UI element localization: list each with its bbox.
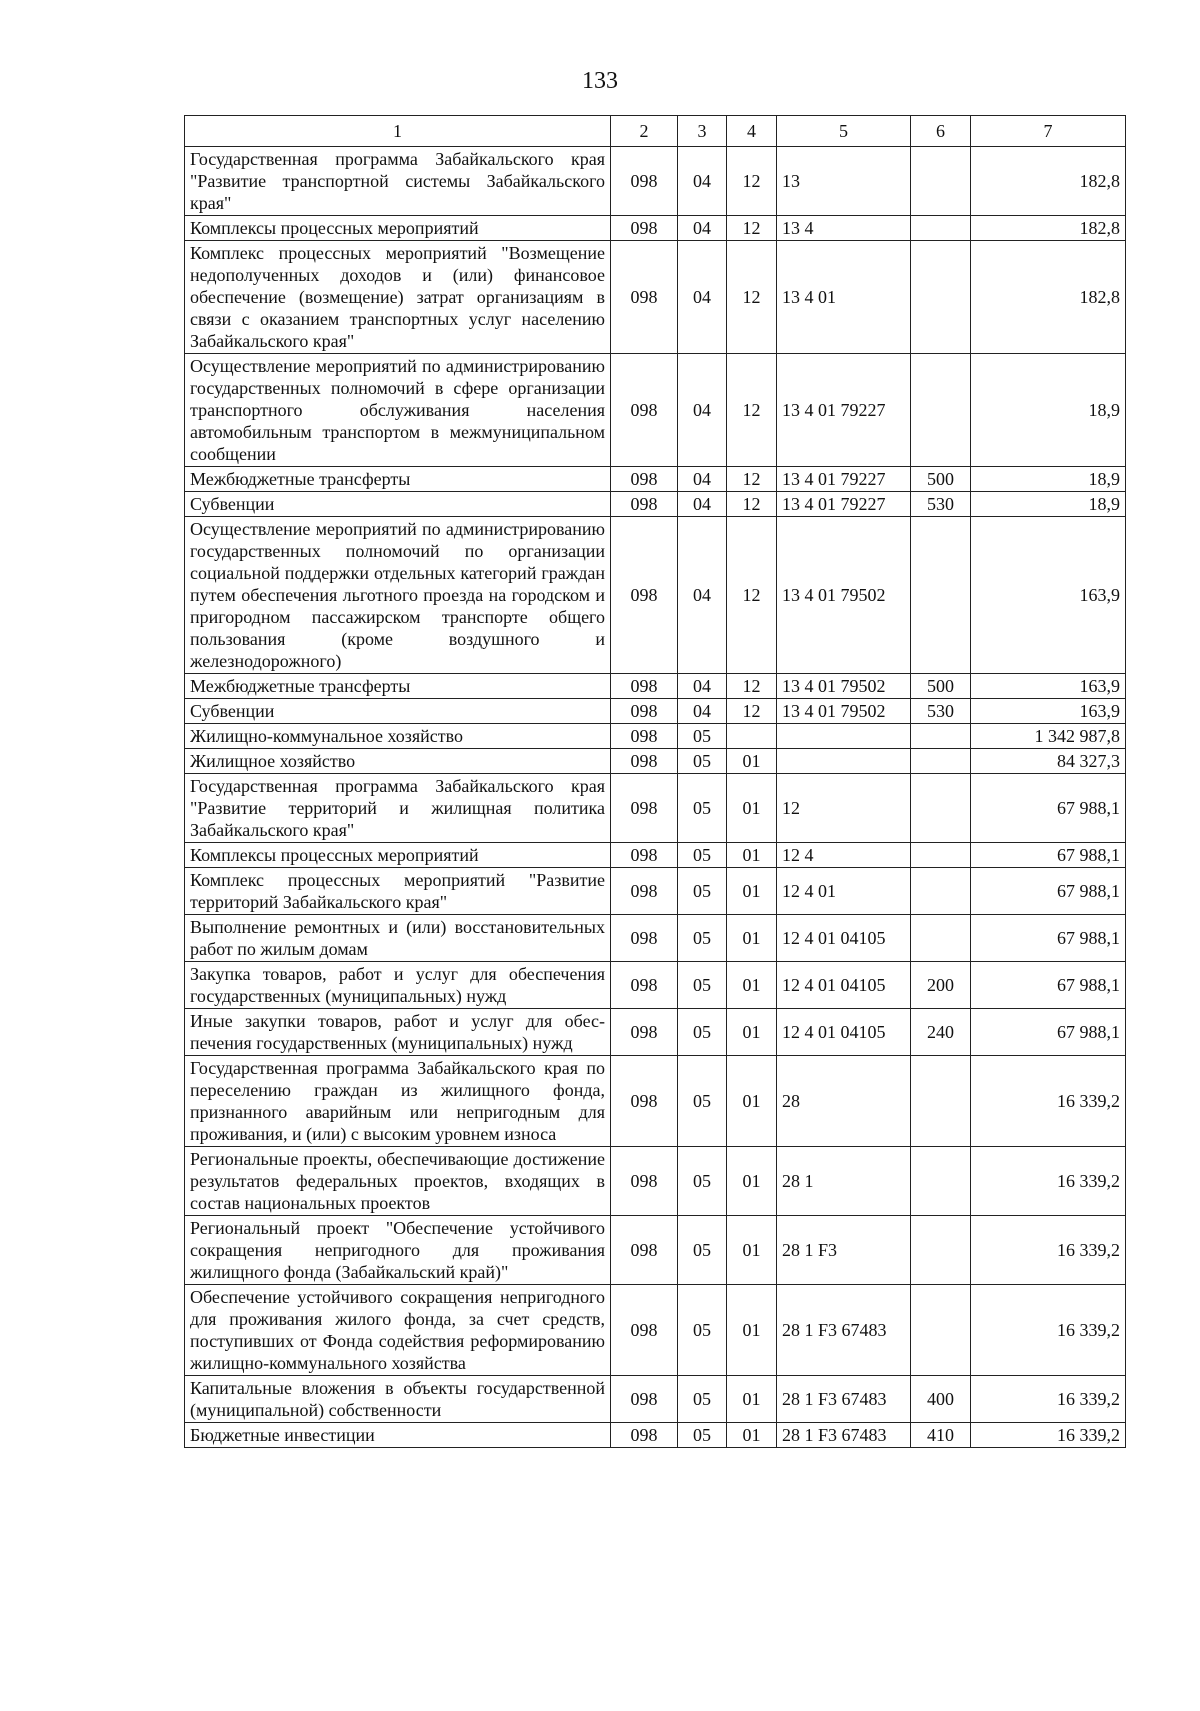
expense-type-code (911, 517, 971, 674)
section-code: 05 (678, 868, 727, 915)
row-name: Субвенции (185, 699, 611, 724)
ministry-code: 098 (611, 843, 678, 868)
ministry-code: 098 (611, 868, 678, 915)
subsection-code: 01 (727, 774, 777, 843)
header-col-4: 4 (727, 116, 777, 147)
subsection-code: 12 (727, 699, 777, 724)
table-row (185, 915, 1126, 962)
amount: 16 339,2 (971, 1285, 1126, 1376)
expense-type-code: 500 (911, 467, 971, 492)
section-code: 05 (678, 915, 727, 962)
section-code: 05 (678, 1423, 727, 1448)
target-article-code: 12 4 01 (777, 868, 911, 915)
amount: 84 327,3 (971, 749, 1126, 774)
target-article-code: 28 1 F3 67483 (777, 1285, 911, 1376)
amount: 67 988,1 (971, 1009, 1126, 1056)
section-code: 04 (678, 354, 727, 467)
row-name: Региональный проект "Обеспечение устойчивого сокращения непригодного для проживания жилищного фонда (Забайкальский край)" (185, 1216, 611, 1285)
target-article-code: 28 1 F3 (777, 1216, 911, 1285)
table-row (185, 868, 1126, 915)
target-article-code: 12 4 01 04105 (777, 1009, 911, 1056)
subsection-code: 01 (727, 1285, 777, 1376)
expense-type-code (911, 724, 971, 749)
subsection-code: 01 (727, 1056, 777, 1147)
target-article-code: 28 1 F3 67483 (777, 1423, 911, 1448)
target-article-code: 13 4 01 79227 (777, 354, 911, 467)
target-article-code (777, 724, 911, 749)
section-code: 04 (678, 467, 727, 492)
expense-type-code (911, 915, 971, 962)
page-number: 133 (582, 68, 618, 94)
ministry-code: 098 (611, 915, 678, 962)
table-row (185, 1216, 1126, 1285)
amount: 67 988,1 (971, 915, 1126, 962)
budget-table (184, 115, 1126, 1448)
section-code: 04 (678, 674, 727, 699)
subsection-code (727, 724, 777, 749)
expense-type-code (911, 1285, 971, 1376)
target-article-code: 28 (777, 1056, 911, 1147)
section-code: 04 (678, 216, 727, 241)
section-code: 05 (678, 843, 727, 868)
row-name: Закупка товаров, работ и услуг для обеспечения государственных (муниципальных) нужд (185, 962, 611, 1009)
ministry-code: 098 (611, 1285, 678, 1376)
target-article-code: 12 4 (777, 843, 911, 868)
target-article-code: 13 4 01 79502 (777, 517, 911, 674)
table-row (185, 467, 1126, 492)
target-article-code: 12 (777, 774, 911, 843)
header-col-1: 1 (185, 116, 611, 147)
row-name: Комплексы процессных мероприятий (185, 216, 611, 241)
row-name: Жилищно-коммунальное хозяйство (185, 724, 611, 749)
row-name: Субвенции (185, 492, 611, 517)
amount: 18,9 (971, 467, 1126, 492)
row-name: Государственная программа Забайкальского края по переселению граждан из жилищного фонда, признанного аварийным или непригодным для проживания, и (или) с высоким уровнем износа (185, 1056, 611, 1147)
subsection-code: 12 (727, 147, 777, 216)
row-name: Комплекс процессных мероприятий "Развитие территорий Забайкальского края" (185, 868, 611, 915)
ministry-code: 098 (611, 774, 678, 843)
table-row (185, 517, 1126, 674)
ministry-code: 098 (611, 1147, 678, 1216)
subsection-code: 01 (727, 843, 777, 868)
row-name: Осуществление мероприятий по администрированию государственных полномочий по организации социальной поддержки отдельных категорий граждан путем обеспечения льготного проезда на городском и пригородном пассажирском транспорте общего пользования (кроме воздушного и железнодорожного) (185, 517, 611, 674)
target-article-code: 28 1 (777, 1147, 911, 1216)
ministry-code: 098 (611, 354, 678, 467)
amount: 163,9 (971, 699, 1126, 724)
ministry-code: 098 (611, 492, 678, 517)
amount: 182,8 (971, 147, 1126, 216)
section-code: 05 (678, 1056, 727, 1147)
ministry-code: 098 (611, 962, 678, 1009)
row-name: Межбюджетные трансферты (185, 467, 611, 492)
expense-type-code: 500 (911, 674, 971, 699)
section-code: 04 (678, 241, 727, 354)
amount: 1 342 987,8 (971, 724, 1126, 749)
ministry-code: 098 (611, 467, 678, 492)
subsection-code: 01 (727, 1216, 777, 1285)
header-row (185, 116, 1126, 147)
expense-type-code (911, 1056, 971, 1147)
subsection-code: 12 (727, 467, 777, 492)
expense-type-code: 200 (911, 962, 971, 1009)
section-code: 05 (678, 774, 727, 843)
ministry-code: 098 (611, 1423, 678, 1448)
subsection-code: 12 (727, 216, 777, 241)
section-code: 05 (678, 1376, 727, 1423)
table-row (185, 962, 1126, 1009)
table-row (185, 492, 1126, 517)
row-name: Жилищное хозяйство (185, 749, 611, 774)
row-name: Иные закупки товаров, работ и услуг для обеспечения государственных (муниципальных) нужд (185, 1009, 611, 1056)
table-row (185, 1147, 1126, 1216)
subsection-code: 01 (727, 1009, 777, 1056)
table-row (185, 241, 1126, 354)
section-code: 05 (678, 749, 727, 774)
ministry-code: 098 (611, 699, 678, 724)
amount: 67 988,1 (971, 962, 1126, 1009)
amount: 18,9 (971, 492, 1126, 517)
expense-type-code (911, 241, 971, 354)
expense-type-code (911, 216, 971, 241)
row-name: Осуществление мероприятий по администрированию государственных полномочий в сфере организации транспортного обслуживания населения автомобильным транспортом в межмуниципальном сообщении (185, 354, 611, 467)
table-row (185, 774, 1126, 843)
amount: 163,9 (971, 674, 1126, 699)
target-article-code: 13 (777, 147, 911, 216)
header-col-6: 6 (911, 116, 971, 147)
row-name: Региональные проекты, обеспечивающие достижение результатов федеральных проектов, входящих в состав национальных проектов (185, 1147, 611, 1216)
expense-type-code: 530 (911, 699, 971, 724)
table-row (185, 699, 1126, 724)
amount: 16 339,2 (971, 1423, 1126, 1448)
table-row (185, 674, 1126, 699)
section-code: 04 (678, 492, 727, 517)
table-body (185, 147, 1126, 1448)
table-row (185, 1009, 1126, 1056)
amount: 182,8 (971, 241, 1126, 354)
ministry-code: 098 (611, 517, 678, 674)
amount: 16 339,2 (971, 1216, 1126, 1285)
subsection-code: 01 (727, 915, 777, 962)
amount: 67 988,1 (971, 774, 1126, 843)
subsection-code: 12 (727, 674, 777, 699)
ministry-code: 098 (611, 147, 678, 216)
amount: 16 339,2 (971, 1147, 1126, 1216)
subsection-code: 01 (727, 749, 777, 774)
ministry-code: 098 (611, 1056, 678, 1147)
row-name: Государственная программа Забайкальского края "Развитие транспортной системы Забайкальского края" (185, 147, 611, 216)
ministry-code: 098 (611, 1216, 678, 1285)
header-col-3: 3 (678, 116, 727, 147)
expense-type-code: 530 (911, 492, 971, 517)
section-code: 05 (678, 962, 727, 1009)
table-row (185, 1285, 1126, 1376)
table-row (185, 1376, 1126, 1423)
row-name: Комплексы процессных мероприятий (185, 843, 611, 868)
amount: 16 339,2 (971, 1376, 1126, 1423)
table-row (185, 216, 1126, 241)
row-name: Обеспечение устойчивого сокращения непригодного для проживания жилого фонда, за счет средств, поступивших от Фонда содействия реформированию жилищно-коммунального хозяйства (185, 1285, 611, 1376)
target-article-code (777, 749, 911, 774)
ministry-code: 098 (611, 1376, 678, 1423)
section-code: 04 (678, 517, 727, 674)
table-row (185, 843, 1126, 868)
expense-type-code (911, 354, 971, 467)
ministry-code: 098 (611, 674, 678, 699)
row-name: Бюджетные инвестиции (185, 1423, 611, 1448)
expense-type-code (911, 1147, 971, 1216)
expense-type-code (911, 774, 971, 843)
amount: 163,9 (971, 517, 1126, 674)
section-code: 05 (678, 1147, 727, 1216)
ministry-code: 098 (611, 1009, 678, 1056)
row-name: Капитальные вложения в объекты государственной (муниципальной) собственности (185, 1376, 611, 1423)
expense-type-code (911, 868, 971, 915)
header-col-2: 2 (611, 116, 678, 147)
ministry-code: 098 (611, 749, 678, 774)
target-article-code: 28 1 F3 67483 (777, 1376, 911, 1423)
section-code: 05 (678, 724, 727, 749)
section-code: 04 (678, 147, 727, 216)
target-article-code: 12 4 01 04105 (777, 915, 911, 962)
table-row (185, 1056, 1126, 1147)
target-article-code: 13 4 01 79502 (777, 674, 911, 699)
header-col-5: 5 (777, 116, 911, 147)
expense-type-code (911, 147, 971, 216)
amount: 18,9 (971, 354, 1126, 467)
row-name: Выполнение ремонтных и (или) восстановительных работ по жилым домам (185, 915, 611, 962)
table-row (185, 1423, 1126, 1448)
table-row (185, 749, 1126, 774)
table-row (185, 147, 1126, 216)
amount: 67 988,1 (971, 868, 1126, 915)
expense-type-code: 400 (911, 1376, 971, 1423)
subsection-code: 01 (727, 868, 777, 915)
row-name: Межбюджетные трансферты (185, 674, 611, 699)
subsection-code: 12 (727, 492, 777, 517)
subsection-code: 01 (727, 1147, 777, 1216)
target-article-code: 13 4 01 79227 (777, 492, 911, 517)
table-row (185, 724, 1126, 749)
subsection-code: 12 (727, 241, 777, 354)
subsection-code: 12 (727, 517, 777, 674)
ministry-code: 098 (611, 241, 678, 354)
ministry-code: 098 (611, 216, 678, 241)
target-article-code: 13 4 01 (777, 241, 911, 354)
amount: 182,8 (971, 216, 1126, 241)
target-article-code: 13 4 (777, 216, 911, 241)
section-code: 05 (678, 1009, 727, 1056)
subsection-code: 01 (727, 1376, 777, 1423)
target-article-code: 13 4 01 79227 (777, 467, 911, 492)
expense-type-code (911, 749, 971, 774)
expense-type-code: 240 (911, 1009, 971, 1056)
ministry-code: 098 (611, 724, 678, 749)
target-article-code: 13 4 01 79502 (777, 699, 911, 724)
row-name: Государственная программа Забайкальского края "Развитие территорий и жилищная политика Забайкальского края" (185, 774, 611, 843)
amount: 67 988,1 (971, 843, 1126, 868)
subsection-code: 01 (727, 1423, 777, 1448)
subsection-code: 01 (727, 962, 777, 1009)
section-code: 05 (678, 1216, 727, 1285)
section-code: 05 (678, 1285, 727, 1376)
target-article-code: 12 4 01 04105 (777, 962, 911, 1009)
expense-type-code (911, 1216, 971, 1285)
table-row (185, 354, 1126, 467)
row-name: Комплекс процессных мероприятий "Возмещение недополученных доходов и (или) финансовое обеспечение (возмещение) затрат организациям в связи с оказанием транспортных услуг населению Забайкальского края" (185, 241, 611, 354)
amount: 16 339,2 (971, 1056, 1126, 1147)
expense-type-code (911, 843, 971, 868)
header-col-7: 7 (971, 116, 1126, 147)
section-code: 04 (678, 699, 727, 724)
subsection-code: 12 (727, 354, 777, 467)
expense-type-code: 410 (911, 1423, 971, 1448)
